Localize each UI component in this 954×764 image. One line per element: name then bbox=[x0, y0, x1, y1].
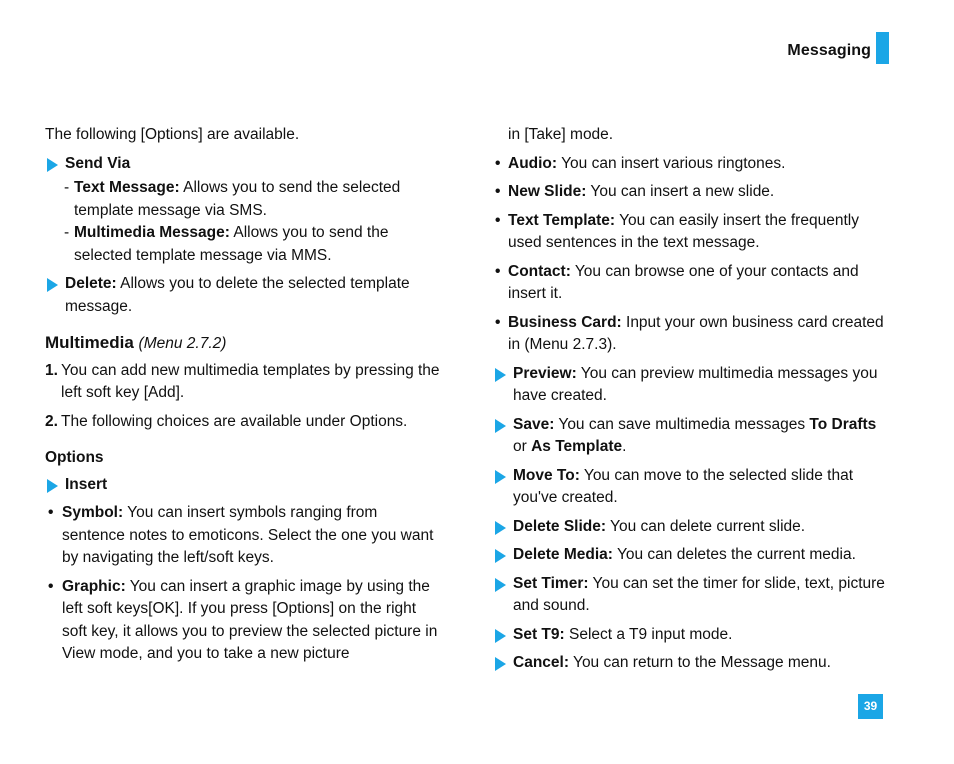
save-item bbox=[493, 414, 893, 459]
delete-media-item bbox=[493, 544, 893, 567]
bullet-dot-icon: • bbox=[495, 183, 501, 200]
set-t9-label: Set T9: bbox=[513, 625, 565, 643]
business-card-label: Business Card: bbox=[508, 313, 622, 331]
step-text: You can add new multimedia templates by pressing the left soft key [Add]. bbox=[61, 361, 440, 401]
save-desc: You can save multimedia messages bbox=[554, 415, 810, 433]
move-to-item bbox=[493, 465, 893, 510]
triangle-bullet-icon bbox=[495, 368, 506, 382]
delete-slide-item bbox=[493, 516, 893, 539]
triangle-bullet-icon bbox=[495, 578, 506, 592]
bullet-dot-icon: • bbox=[48, 577, 54, 595]
dash-icon: - bbox=[64, 179, 70, 196]
triangle-bullet-icon bbox=[495, 470, 506, 484]
set-timer-label: Set Timer: bbox=[513, 574, 589, 592]
multimedia-title: Multimedia bbox=[45, 333, 134, 352]
graphic-desc: You can insert a graphic image by using the left soft keys[OK]. If you press [Options] on the right soft key, it allows you to preview the selected picture in View mode, and you to take a new picture bbox=[62, 577, 438, 662]
cancel-desc: You can return to the Message menu. bbox=[569, 654, 831, 671]
cancel-label: Cancel: bbox=[513, 654, 569, 671]
multimedia-heading bbox=[45, 332, 440, 356]
new-slide-item bbox=[493, 181, 893, 204]
step-number: 2. bbox=[45, 412, 58, 430]
triangle-bullet-icon bbox=[495, 657, 506, 671]
header-accent-bar bbox=[876, 32, 889, 64]
intro-text: The following [Options] are available. bbox=[45, 126, 300, 143]
dash-icon: - bbox=[64, 224, 70, 241]
triangle-bullet-icon bbox=[495, 419, 506, 433]
text-template-item bbox=[493, 210, 893, 255]
delete-slide-desc: You can delete current slide. bbox=[606, 517, 806, 535]
move-to-desc: You can move to the selected slide that you've created. bbox=[513, 466, 854, 506]
multimedia-menu-ref: (Menu 2.7.2) bbox=[138, 335, 227, 352]
text-message-desc: Allows you to send the selected template message via SMS. bbox=[74, 179, 401, 219]
preview-label: Preview: bbox=[513, 364, 577, 382]
step-item bbox=[45, 360, 440, 405]
left-column bbox=[45, 124, 440, 672]
page-number-badge: 39 bbox=[858, 694, 883, 719]
move-to-label: Move To: bbox=[513, 466, 580, 484]
preview-item bbox=[493, 363, 893, 408]
contact-desc: You can browse one of your contacts and insert it. bbox=[508, 262, 859, 302]
audio-item bbox=[493, 153, 893, 176]
text-message-label: Text Message: bbox=[74, 179, 180, 196]
audio-label: Audio: bbox=[508, 154, 558, 172]
delete-media-desc: You can deletes the current media. bbox=[612, 546, 856, 563]
step-text: The following choices are available under Options. bbox=[61, 412, 408, 430]
triangle-bullet-icon bbox=[495, 549, 506, 563]
multimedia-message-desc: Allows you to send the selected template message via MMS. bbox=[74, 224, 389, 264]
step-item bbox=[45, 411, 440, 434]
contact-item bbox=[493, 261, 893, 306]
insert-label: Insert bbox=[65, 475, 108, 493]
business-card-item bbox=[493, 312, 893, 357]
triangle-bullet-icon bbox=[495, 629, 506, 643]
graphic-continued: in [Take] mode. bbox=[508, 126, 614, 143]
send-via-item bbox=[45, 153, 440, 176]
delete-media-label: Delete Media: bbox=[513, 546, 613, 563]
bullet-dot-icon: • bbox=[495, 211, 501, 229]
business-card-desc: Input your own business card created in (Menu 2.7.3). bbox=[508, 313, 884, 353]
contact-label: Contact: bbox=[508, 262, 571, 280]
save-end: . bbox=[622, 438, 627, 455]
bullet-dot-icon: • bbox=[495, 262, 501, 280]
symbol-item bbox=[45, 502, 440, 570]
set-timer-desc: You can set the timer for slide, text, picture and sound. bbox=[513, 574, 885, 614]
save-label: Save: bbox=[513, 415, 555, 433]
graphic-item bbox=[45, 576, 440, 666]
set-t9-desc: Select a T9 input mode. bbox=[564, 625, 733, 643]
bullet-dot-icon: • bbox=[48, 504, 54, 521]
text-template-desc: You can easily insert the frequently used sentences in the text message. bbox=[508, 211, 859, 251]
step-number: 1. bbox=[45, 361, 58, 379]
multimedia-message-option bbox=[45, 222, 440, 267]
preview-desc: You can preview multimedia messages you have created. bbox=[513, 364, 878, 404]
options-heading: Options bbox=[45, 449, 104, 466]
set-t9-item bbox=[493, 624, 893, 647]
bullet-dot-icon: • bbox=[495, 313, 501, 331]
cancel-item bbox=[493, 652, 893, 675]
text-message-option bbox=[45, 177, 440, 222]
audio-desc: You can insert various ringtones. bbox=[557, 154, 786, 172]
triangle-bullet-icon bbox=[495, 521, 506, 535]
new-slide-desc: You can insert a new slide. bbox=[586, 183, 775, 200]
symbol-label: Symbol: bbox=[62, 504, 124, 521]
triangle-bullet-icon bbox=[47, 278, 58, 292]
save-to-drafts: To Drafts bbox=[809, 415, 877, 433]
send-via-label: Send Via bbox=[65, 154, 131, 172]
right-column bbox=[493, 124, 893, 681]
multimedia-message-label: Multimedia Message: bbox=[74, 224, 230, 241]
delete-item bbox=[45, 273, 440, 318]
bullet-dot-icon: • bbox=[495, 154, 501, 172]
set-timer-item bbox=[493, 573, 893, 618]
delete-desc: Allows you to delete the selected template message. bbox=[65, 275, 410, 315]
save-or: or bbox=[513, 438, 532, 455]
save-as-template: As Template bbox=[531, 438, 623, 455]
triangle-bullet-icon bbox=[47, 479, 58, 493]
insert-item bbox=[45, 474, 440, 497]
graphic-label: Graphic: bbox=[62, 577, 126, 595]
delete-slide-label: Delete Slide: bbox=[513, 517, 607, 535]
text-template-label: Text Template: bbox=[508, 211, 616, 229]
triangle-bullet-icon bbox=[47, 158, 58, 172]
symbol-desc: You can insert symbols ranging from sentence notes to emoticons. Select the one you want by navigating the left/soft keys. bbox=[62, 504, 434, 566]
section-header-title: Messaging bbox=[787, 42, 871, 59]
new-slide-label: New Slide: bbox=[508, 183, 587, 200]
delete-label: Delete: bbox=[65, 275, 117, 292]
